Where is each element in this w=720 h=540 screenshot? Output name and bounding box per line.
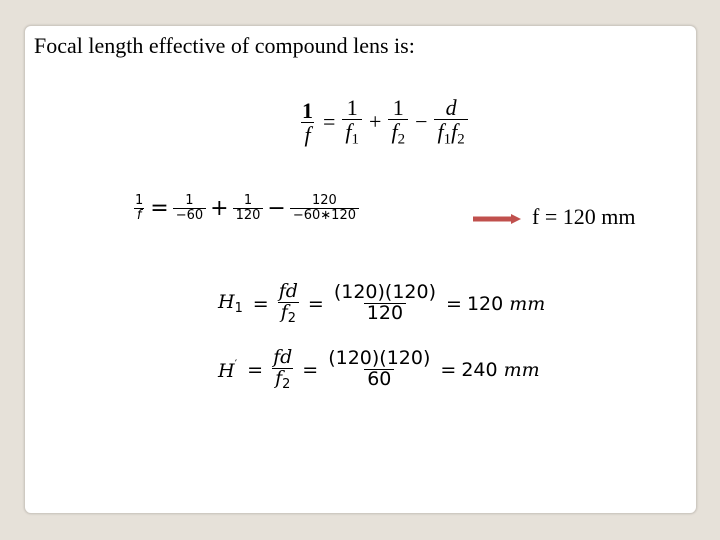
term-fraction: $\frac{d}{f_1f_2}$: [434, 96, 467, 148]
lhs-symbol: H′: [218, 357, 238, 383]
rhs-value: 240 mm: [461, 358, 540, 381]
term-fraction: $\frac{1}{120}$: [233, 194, 264, 222]
equals-sign: =: [252, 292, 269, 315]
plus-sign: +: [210, 195, 229, 221]
slide-panel: [24, 25, 697, 514]
right-arrow-icon: [473, 214, 521, 224]
term-fraction: $\frac{(120)(120)}{60}$: [328, 347, 431, 391]
lens-formula-numeric: [130, 194, 361, 222]
minus-sign: −: [267, 195, 286, 221]
equals-sign: =: [150, 195, 169, 221]
term-fraction: $\frac{fd}{f_2}$: [278, 280, 298, 326]
equals-sign: =: [307, 292, 324, 315]
equals-sign: =: [302, 358, 319, 381]
equals-sign: =: [247, 358, 264, 381]
term-fraction: $\frac{1}{f_2}$: [388, 96, 408, 148]
plus-sign: +: [369, 109, 382, 135]
rhs-value: 120 mm: [466, 292, 546, 315]
lens-formula-general: [297, 96, 470, 148]
lhs-fraction: $\frac{1}{f}$: [135, 193, 144, 223]
equals-sign: =: [440, 358, 457, 381]
term-fraction: $\frac{1}{f_1}$: [342, 96, 362, 148]
term-fraction: $\frac{(120)(120)}{120}$: [333, 281, 437, 325]
slide-heading: Focal length effective of compound lens is:: [34, 33, 415, 58]
term-fraction: $\frac{fd}{f_2}$: [273, 346, 293, 392]
principal-plane-h-prime-equation: [218, 348, 540, 391]
equals-sign: =: [446, 292, 462, 315]
lhs-fraction: $\frac{1}{f}$: [302, 97, 313, 147]
term-fraction: $\frac{120}{-60∗120}$: [290, 194, 359, 222]
result-text: f = 120 mm: [532, 204, 636, 229]
minus-sign: −: [415, 109, 428, 135]
equals-sign: =: [323, 109, 336, 135]
principal-plane-h1-equation: [218, 282, 545, 325]
term-fraction: $\frac{1}{-60}$: [173, 194, 206, 222]
lhs-symbol: $H_1$: [218, 291, 243, 317]
